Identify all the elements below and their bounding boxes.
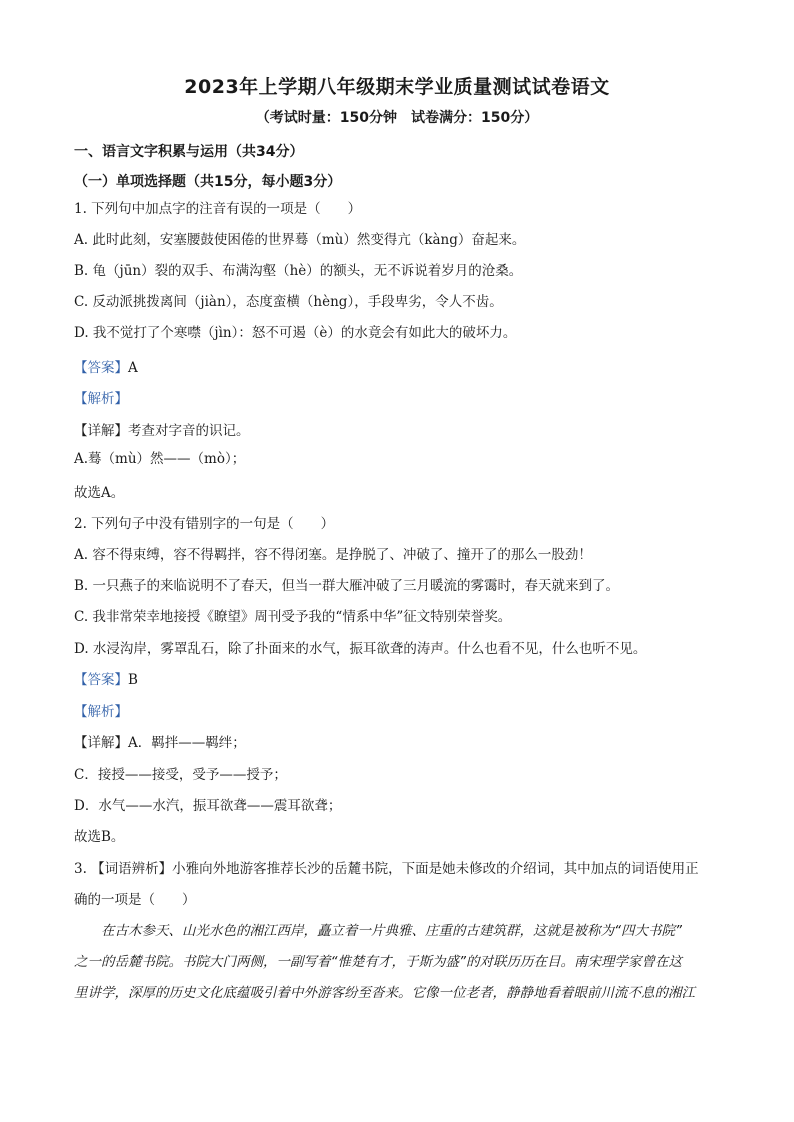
- q2-option-a: A. 容不得束缚，容不得羁拌，容不得闭塞。是挣脱了、冲破了、撞开了的那么一股劲！: [74, 547, 592, 563]
- q2-conclusion: 故选B。: [74, 829, 125, 845]
- q1-answer: [74, 359, 138, 377]
- q2-detail-2: C．接授——接受，受予——授予；: [74, 767, 287, 783]
- q1-option-b: B. 龟（jūn）裂的双手、布满沟壑（hè）的额头，无不诉说着岁月的沧桑。: [74, 263, 523, 279]
- q2-analysis-label: 【解析】: [74, 704, 128, 720]
- q1-conclusion: 故选A。: [74, 485, 125, 501]
- q2-option-c: C. 我非常荣幸地接授《瞭望》周刊受予我的“情系中华”征文特别荣誉奖。: [74, 609, 512, 625]
- q3-stem-line-1: 3. 【词语辨析】小雅向外地游客推荐长沙的岳麓书院，下面是她未修改的介绍词，其中加点的词语使用正: [74, 861, 699, 877]
- section-heading: 一、语言文字积累与运用（共34分）: [74, 144, 304, 160]
- q1-stem: 1. 下列句中加点字的注音有误的一项是（ ）: [74, 201, 362, 217]
- q2-detail-3: D．水气——水汽，振耳欲聋——震耳欲聋；: [74, 798, 342, 814]
- q1-analysis-label: 【解析】: [74, 391, 128, 407]
- q2-option-b: B. 一只燕子的来临说明不了春天，但当一群大雁冲破了三月暖流的雾霭时，春天就来到了。: [74, 578, 620, 594]
- q2-stem: 2. 下列句子中没有错别字的一句是（ ）: [74, 516, 335, 532]
- answer-value: A: [128, 360, 138, 376]
- q1-detail: 【详解】考查对字音的识记。: [74, 423, 250, 439]
- q1-option-d: D. 我不觉打了个寒噤（jìn）：怒不可遏（è）的水竟会有如此大的破坏力。: [74, 325, 517, 341]
- answer-label: 【答案】: [74, 360, 128, 376]
- q2-answer: [74, 671, 138, 689]
- answer-value: B: [128, 672, 138, 688]
- exam-info: （考试时量：150分钟 试卷满分：150分）: [255, 110, 539, 126]
- q3-stem-line-2: 确的一项是（ ）: [74, 892, 196, 908]
- q2-detail: 【详解】A．羁拌——羁绊；: [74, 735, 246, 751]
- subsection-heading: （一）单项选择题（共15分，每小题3分）: [74, 174, 342, 190]
- answer-label: 【答案】: [74, 672, 128, 688]
- q1-option-c: C. 反动派挑拨离间（jiàn），态度蛮横（hèng），手段卑劣，令人不齿。: [74, 294, 503, 310]
- q3-passage-line-3: 里讲学，深厚的历史文化底蕴吸引着中外游客纷至沓来。它像一位老者，静静地看着眼前川流不息的湘江: [74, 985, 695, 1001]
- q3-passage-line-2: 之一的岳麓书院。书院大门两侧，一副写着“惟楚有才，于斯为盛”的对联历历在目。南宋理学家曾在这: [74, 954, 682, 970]
- q2-option-d: D. 水浸沟岸，雾罩乱石，除了扑面来的水气，振耳欲聋的涛声。什么也看不见，什么也听不见。: [74, 641, 647, 657]
- page-title: 2023年上学期八年级期末学业质量测试试卷语文: [184, 76, 610, 98]
- q1-option-a: A. 此时此刻，安塞腰鼓使困倦的世界蓦（mù）然变得亢（kàng）奋起来。: [74, 232, 526, 248]
- q1-detail-2: A.蓦（mù）然——（mò）；: [74, 451, 246, 467]
- q3-passage-line-1: 在古木参天、山光水色的湘江西岸，矗立着一片典雅、庄重的古建筑群，这就是被称为“四大书院”: [74, 923, 682, 939]
